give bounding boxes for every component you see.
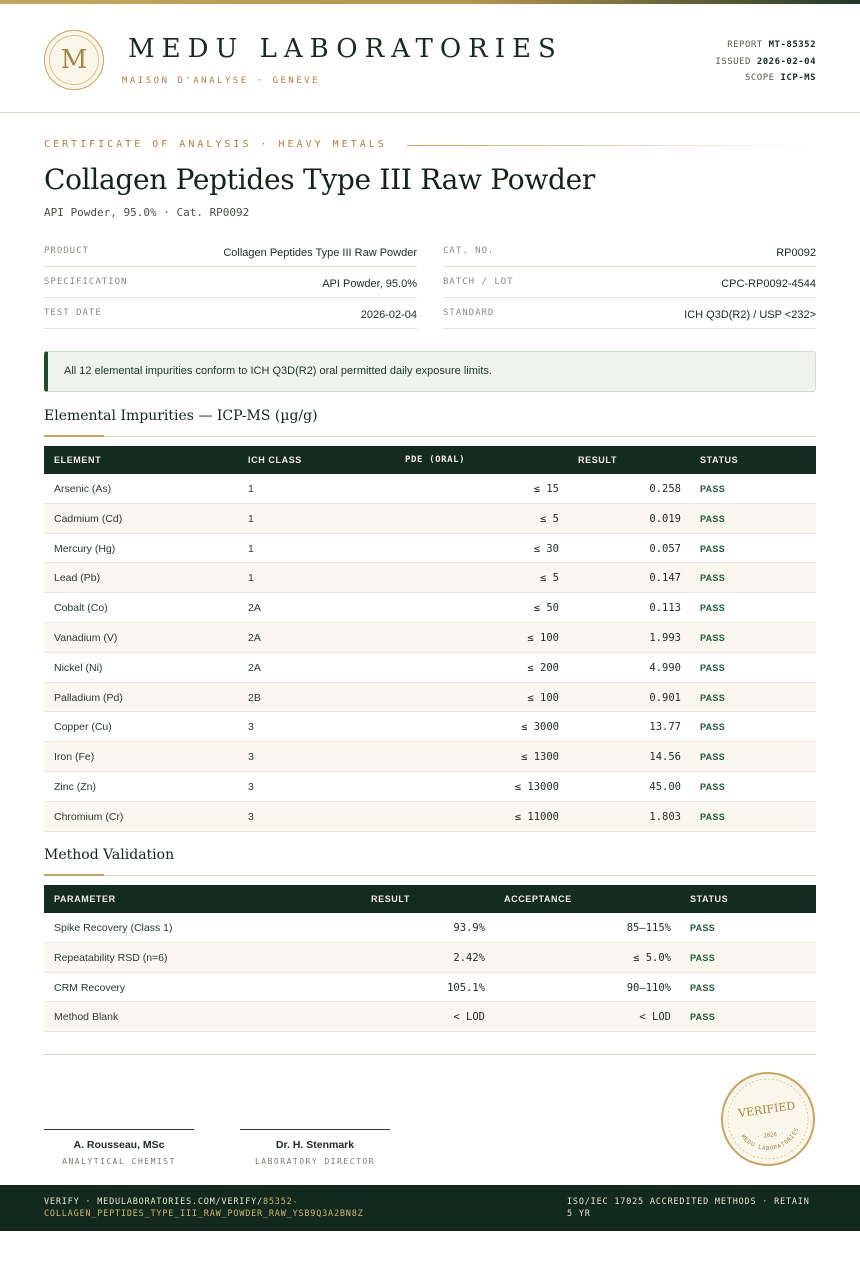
cell-pde: ≤ 15 bbox=[533, 483, 559, 495]
page-subtitle: API Powder, 95.0% · Cat. RP0092 bbox=[44, 206, 250, 219]
status-badge: PASS bbox=[690, 1012, 716, 1023]
info-value: RP0092 bbox=[776, 247, 816, 259]
cell-ich-class: 1 bbox=[248, 483, 254, 495]
table-row bbox=[44, 712, 816, 742]
cell-result: 0.113 bbox=[649, 602, 681, 615]
cell-acceptance: < LOD bbox=[639, 1011, 671, 1024]
status-badge: PASS bbox=[700, 811, 726, 822]
section-accent bbox=[44, 435, 104, 437]
cell-result: < LOD bbox=[453, 1011, 485, 1024]
logo-seal bbox=[44, 30, 104, 90]
cell-result: 0.019 bbox=[649, 512, 681, 525]
col-result: RESULT bbox=[578, 455, 617, 465]
table-header bbox=[44, 885, 816, 913]
cell-parameter: Spike Recovery (Class 1) bbox=[54, 922, 173, 934]
table-row bbox=[44, 623, 816, 653]
info-cat-no bbox=[443, 237, 816, 267]
col-ich-class: ICH CLASS bbox=[248, 455, 302, 465]
section-accent bbox=[44, 874, 104, 876]
cell-result: 13.77 bbox=[649, 721, 681, 734]
table-row bbox=[44, 653, 816, 683]
table-row bbox=[44, 683, 816, 713]
info-value: ICH Q3D(R2) / USP <232> bbox=[684, 309, 816, 321]
verify-prefix: VERIFY · MEDULABORATORIES.COM/VERIFY/ bbox=[44, 1197, 263, 1207]
cell-acceptance: 90–110% bbox=[626, 981, 671, 994]
impurities-table bbox=[44, 446, 816, 832]
status-badge: PASS bbox=[700, 662, 726, 673]
table-row bbox=[44, 802, 816, 832]
seal-word: VERIFIED bbox=[737, 1099, 797, 1121]
status-badge: PASS bbox=[690, 923, 716, 933]
signatory-role: LABORATORY DIRECTOR bbox=[254, 1157, 375, 1166]
cell-parameter: Method Blank bbox=[54, 1011, 119, 1024]
cell-pde: ≤ 5 bbox=[540, 572, 559, 585]
issued-date: 2026-02-04 bbox=[756, 56, 816, 67]
table-body bbox=[44, 913, 816, 1032]
cell-result: 93.9% bbox=[453, 922, 485, 934]
status-badge: PASS bbox=[700, 513, 726, 524]
status-badge: PASS bbox=[700, 632, 726, 643]
cell-element: Mercury (Hg) bbox=[54, 542, 116, 555]
status-badge: PASS bbox=[700, 692, 726, 703]
cell-pde: ≤ 30 bbox=[533, 542, 559, 555]
info-test-date bbox=[44, 299, 417, 329]
status-badge: PASS bbox=[700, 573, 726, 584]
signatory-role: ANALYTICAL CHEMIST bbox=[62, 1157, 176, 1166]
info-label: BATCH / LOT bbox=[443, 277, 514, 287]
cell-ich-class: 2A bbox=[248, 661, 261, 674]
info-value: 2026-02-04 bbox=[360, 309, 417, 321]
cell-result: 0.901 bbox=[649, 691, 681, 704]
cell-ich-class: 3 bbox=[248, 780, 254, 793]
logo-monogram: M bbox=[49, 35, 99, 85]
cell-ich-class: 3 bbox=[248, 810, 254, 823]
status-badge: PASS bbox=[700, 484, 726, 494]
info-value: API Powder, 95.0% bbox=[322, 278, 417, 290]
info-batch-lot bbox=[443, 268, 816, 298]
info-value: Collagen Peptides Type III Raw Powder bbox=[223, 247, 417, 259]
cell-ich-class: 2A bbox=[248, 631, 261, 644]
footer bbox=[0, 1185, 860, 1231]
certificate-eyebrow: CERTIFICATE OF ANALYSIS · HEAVY METALS bbox=[44, 139, 387, 150]
report-number: MT-85352 bbox=[768, 40, 816, 50]
notice-text: All 12 elemental impurities conform to ICH Q3D(R2) oral permitted daily exposure limits. bbox=[64, 365, 492, 377]
table-row bbox=[44, 943, 816, 973]
col-pde: PDE (ORAL) bbox=[405, 455, 466, 465]
cell-pde: ≤ 100 bbox=[527, 631, 559, 644]
cell-pde: ≤ 11000 bbox=[514, 810, 559, 823]
signatory-name: Dr. H. Stenmark bbox=[275, 1139, 355, 1151]
seal-year: · 2026 · bbox=[756, 1130, 785, 1141]
table-row bbox=[44, 772, 816, 802]
col-acceptance: ACCEPTANCE bbox=[504, 894, 572, 904]
report-label: REPORT bbox=[727, 40, 763, 50]
table-row bbox=[44, 563, 816, 593]
cell-acceptance: ≤ 5.0% bbox=[633, 951, 671, 964]
conformance-notice bbox=[44, 351, 816, 392]
signature-director bbox=[240, 1129, 390, 1166]
table-row bbox=[44, 504, 816, 534]
col-result: RESULT bbox=[371, 894, 410, 904]
col-element: ELEMENT bbox=[54, 455, 102, 465]
cell-result: 2.42% bbox=[453, 951, 485, 964]
scope-value: ICP-MS bbox=[780, 73, 816, 83]
seal-ring-text: MEDU LABORATORIES bbox=[739, 1126, 801, 1152]
cell-pde: ≤ 1300 bbox=[521, 751, 559, 764]
cell-element: Nickel (Ni) bbox=[54, 661, 103, 674]
cell-ich-class: 1 bbox=[248, 572, 254, 585]
table-row bbox=[44, 593, 816, 623]
status-badge: PASS bbox=[700, 752, 726, 763]
cell-result: 1.803 bbox=[649, 810, 681, 823]
verified-seal-icon bbox=[720, 1071, 816, 1167]
info-product bbox=[44, 237, 417, 267]
cell-result: 105.1% bbox=[447, 981, 485, 994]
info-label: SPECIFICATION bbox=[44, 277, 128, 287]
col-parameter: PARAMETER bbox=[54, 894, 116, 904]
cell-result: 45.00 bbox=[649, 780, 681, 793]
cell-element: Chromium (Cr) bbox=[54, 810, 124, 823]
cell-element: Cadmium (Cd) bbox=[54, 512, 123, 525]
cell-element: Lead (Pb) bbox=[54, 572, 101, 585]
info-label: CAT. NO. bbox=[443, 246, 495, 256]
cell-ich-class: 1 bbox=[248, 512, 254, 525]
info-label: PRODUCT bbox=[44, 246, 89, 256]
signature-divider bbox=[44, 1054, 816, 1055]
cell-ich-class: 3 bbox=[248, 721, 254, 734]
cell-element: Arsenic (As) bbox=[54, 483, 112, 495]
cell-element: Palladium (Pd) bbox=[54, 691, 123, 704]
status-badge: PASS bbox=[700, 603, 726, 614]
info-specification bbox=[44, 268, 417, 298]
cell-pde: ≤ 50 bbox=[533, 602, 559, 615]
cell-parameter: Repeatability RSD (n=6) bbox=[54, 951, 168, 964]
cell-result: 0.147 bbox=[649, 572, 681, 585]
cell-ich-class: 3 bbox=[248, 751, 254, 764]
info-label: TEST DATE bbox=[44, 308, 102, 318]
info-value: CPC-RP0092-4544 bbox=[721, 278, 816, 290]
header bbox=[0, 4, 860, 113]
validation-section-title: Method Validation bbox=[44, 847, 175, 863]
brand-name: MEDU LABORATORIES bbox=[128, 34, 563, 64]
signatory-name: A. Rousseau, MSc bbox=[73, 1139, 165, 1151]
info-label: STANDARD bbox=[443, 308, 495, 318]
table-row bbox=[44, 913, 816, 943]
cell-pde: ≤ 200 bbox=[527, 661, 559, 674]
cell-acceptance: 85–115% bbox=[626, 922, 671, 934]
col-status: STATUS bbox=[690, 894, 729, 904]
signature-analyst bbox=[44, 1129, 194, 1166]
table-body bbox=[44, 474, 816, 832]
cell-ich-class: 1 bbox=[248, 542, 254, 555]
cell-result: 0.258 bbox=[649, 483, 681, 495]
status-badge: PASS bbox=[700, 543, 726, 554]
cell-pde: ≤ 3000 bbox=[521, 721, 559, 734]
table-row bbox=[44, 973, 816, 1003]
cell-element: Cobalt (Co) bbox=[54, 602, 108, 615]
status-badge: PASS bbox=[690, 982, 716, 993]
brand-tagline: MAISON D'ANALYSE · GENÈVE bbox=[122, 76, 320, 86]
cell-result: 4.990 bbox=[649, 661, 681, 674]
cell-element: Vanadium (V) bbox=[54, 631, 118, 644]
cell-result: 14.56 bbox=[649, 751, 681, 764]
table-row bbox=[44, 1002, 816, 1032]
info-standard bbox=[443, 299, 816, 329]
cell-pde: ≤ 13000 bbox=[514, 780, 559, 793]
status-badge: PASS bbox=[690, 952, 716, 963]
report-meta bbox=[715, 37, 816, 87]
col-status: STATUS bbox=[700, 455, 739, 465]
accreditation-note: ISO/IEC 17025 ACCREDITED METHODS · RETAIN 5 YR bbox=[567, 1197, 810, 1219]
cell-element: Zinc (Zn) bbox=[54, 780, 96, 793]
page-title: Collagen Peptides Type III Raw Powder bbox=[44, 163, 595, 196]
verify-code-link[interactable]: 85352-COLLAGEN_PEPTIDES_TYPE_III_RAW_POWDER_RAW_YSB9Q3A2BN8Z bbox=[44, 1197, 364, 1219]
issued-label: ISSUED bbox=[715, 56, 751, 67]
scope-label: SCOPE bbox=[744, 73, 775, 83]
table-row bbox=[44, 474, 816, 504]
cell-pde: ≤ 100 bbox=[527, 691, 559, 704]
cell-result: 1.993 bbox=[649, 631, 681, 644]
cell-ich-class: 2B bbox=[248, 691, 261, 704]
cell-parameter: CRM Recovery bbox=[54, 981, 126, 994]
status-badge: PASS bbox=[700, 781, 726, 792]
table-header bbox=[44, 446, 816, 474]
status-badge: PASS bbox=[700, 722, 726, 733]
cell-pde: ≤ 5 bbox=[540, 512, 559, 525]
table-row bbox=[44, 742, 816, 772]
cell-result: 0.057 bbox=[649, 542, 681, 555]
cell-ich-class: 2A bbox=[248, 602, 261, 615]
validation-table bbox=[44, 885, 816, 1032]
cell-element: Iron (Fe) bbox=[54, 751, 95, 764]
impurities-section-title: Elemental Impurities — ICP-MS (µg/g) bbox=[44, 408, 318, 424]
cell-element: Copper (Cu) bbox=[54, 721, 112, 734]
section-divider bbox=[44, 436, 816, 437]
section-divider bbox=[44, 875, 816, 876]
eyebrow-divider bbox=[407, 145, 816, 146]
table-row bbox=[44, 534, 816, 564]
verify-line bbox=[44, 1196, 424, 1220]
